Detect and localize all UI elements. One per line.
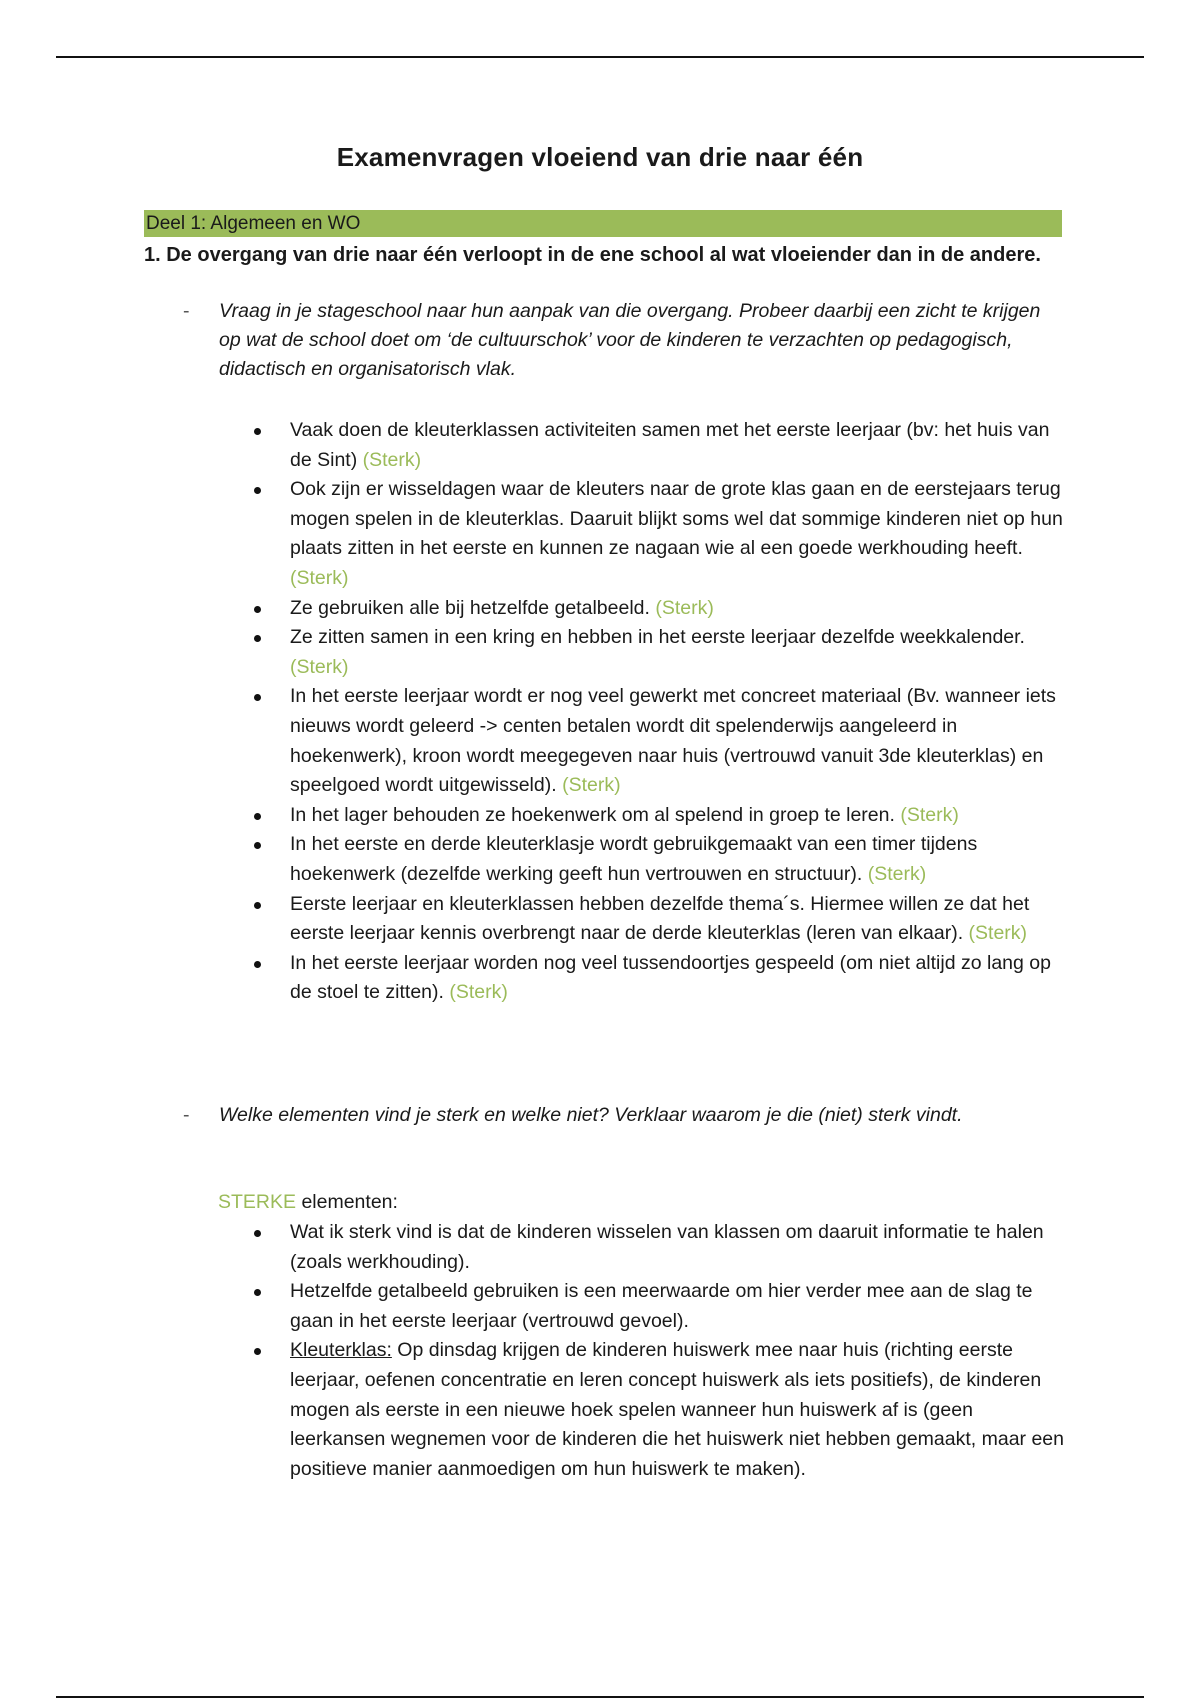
bullet-icon xyxy=(254,1348,261,1355)
bullet-icon xyxy=(254,813,261,820)
list-item-text: In het lager behouden ze hoekenwerk om al spelend in groep te leren. xyxy=(290,803,895,826)
list-item xyxy=(236,1336,1066,1484)
list-item-text: Hetzelfde getalbeeld gebruiken is een meerwaarde om hier verder mee aan de slag te gaan in het eerste leerjaar (vertrouwd gevoel). xyxy=(290,1280,1033,1332)
prompt-1-text: Vraag in je stageschool naar hun aanpak van die overgang. Probeer daarbij een zicht te krijgen op wat de school doet om ‘de cultuurschok’ voor de kinderen te verzachten op pedagogisch, didactisch en organisatorisch vlak. xyxy=(219,300,1041,380)
list-item-text: Eerste leerjaar en kleuterklassen hebben dezelfde thema´s. Hiermee willen ze dat het eerste leerjaar kennis overbrengt naar de derde kleuterklas (leren van elkaar). xyxy=(290,892,1030,945)
top-rule xyxy=(56,56,1144,58)
dash-marker: - xyxy=(183,1104,190,1126)
list-item xyxy=(236,949,1066,1008)
bullet-icon xyxy=(254,428,261,435)
section-heading: Deel 1: Algemeen en WO xyxy=(144,210,1062,237)
bullet-icon xyxy=(254,487,261,494)
list-item xyxy=(236,801,1066,831)
list-item xyxy=(236,1218,1066,1277)
strengths-list xyxy=(236,416,1066,1008)
bullet-icon xyxy=(254,606,261,613)
prompt-2-text: Welke elementen vind je sterk en welke niet? Verklaar waarom je die (niet) sterk vindt. xyxy=(219,1104,963,1126)
sterk-tag: (Sterk) xyxy=(968,922,1028,945)
sterk-tag: (Sterk) xyxy=(290,566,349,589)
sterke-rest: elementen: xyxy=(296,1191,398,1213)
bullet-icon xyxy=(254,1289,261,1296)
question-text: 1. De overgang van drie naar één verloopt in de ene school al wat vloeiender dan in de andere. xyxy=(144,244,1041,266)
sterk-tag: (Sterk) xyxy=(290,655,349,678)
list-item xyxy=(236,830,1066,889)
list-item-text: In het eerste leerjaar worden nog veel tussendoortjes gespeeld (om niet altijd zo lang op de stoel te zitten). xyxy=(290,951,1051,1004)
list-item xyxy=(236,890,1066,949)
list-item-label: Kleuterklas: xyxy=(290,1339,392,1362)
list-item-text: Ook zijn er wisseldagen waar de kleuters naar de grote klas gaan en de eerstejaars terug mogen spelen in de kleuterklas. Daaruit blijkt soms wel dat sommige kinderen niet op hun plaats zitten in het eerste en kunnen ze nagaan wie al een goede werkhouding heeft. xyxy=(290,478,1063,560)
sterke-heading xyxy=(218,1188,398,1217)
list-item xyxy=(236,1277,1066,1336)
list-item-text: Ze gebruiken alle bij hetzelfde getalbeeld. xyxy=(290,596,650,619)
sterk-tag: (Sterk) xyxy=(655,596,714,619)
list-item xyxy=(236,594,1066,624)
bullet-icon xyxy=(254,1230,261,1237)
sterke-word: STERKE xyxy=(218,1191,297,1213)
list-item-text: In het eerste en derde kleuterklasje wordt gebruikgemaakt van een timer tijdens hoekenwerk (dezelfde werking geeft hun vertrouwen en structuur). xyxy=(290,833,978,885)
sterk-tag: (Sterk) xyxy=(362,448,422,471)
list-item xyxy=(236,623,1066,682)
bullet-icon xyxy=(254,635,261,642)
list-item-text: In het eerste leerjaar wordt er nog veel gewerkt met concreet materiaal (Bv. wanneer iets nieuws wordt geleerd -> centen betalen wordt dit spelenderwijs aangeleerd in hoekenwerk), kroon wordt meegegeven naar huis (vertrouwd vanuit 3de kleuterklas) en speelgoed wordt uitgewisseld). xyxy=(290,685,1056,797)
opinion-list xyxy=(236,1218,1066,1484)
list-item-text: Op dinsdag krijgen de kinderen huiswerk mee naar huis (richting eerste leerjaar, oefenen concentratie en leren concept huiswerk als iets positiefs), de kinderen mogen als eerste in een nieuwe hoek spelen wanneer hun huiswerk af is (geen leerkansen wegnemen voor de kinderen die het huiswerk niet hebben gemaakt, maar een positieve manier aanmoedigen om hun huiswerk te maken). xyxy=(290,1339,1064,1480)
list-item xyxy=(236,475,1066,593)
bullet-icon xyxy=(254,694,261,701)
list-item xyxy=(236,416,1066,475)
sterk-tag: (Sterk) xyxy=(867,862,927,885)
bullet-icon xyxy=(254,842,261,849)
list-item xyxy=(236,682,1066,800)
dash-marker: - xyxy=(183,300,190,322)
list-item-text: Wat ik sterk vind is dat de kinderen wisselen van klassen om daaruit informatie te halen (zoals werkhouding). xyxy=(290,1221,1044,1273)
list-item-text: Vaak doen de kleuterklassen activiteiten samen met het eerste leerjaar (bv: het huis van de Sint) xyxy=(290,419,1050,471)
sterk-tag: (Sterk) xyxy=(562,774,621,797)
page-title: Examenvragen vloeiend van drie naar één xyxy=(336,142,864,172)
bullet-icon xyxy=(254,961,261,968)
bottom-rule xyxy=(56,1696,1144,1698)
bullet-icon xyxy=(254,902,261,909)
list-item-text: Ze zitten samen in een kring en hebben in het eerste leerjaar dezelfde weekkalender. xyxy=(290,626,1025,649)
sterk-tag: (Sterk) xyxy=(900,803,959,826)
sterk-tag: (Sterk) xyxy=(449,981,508,1004)
